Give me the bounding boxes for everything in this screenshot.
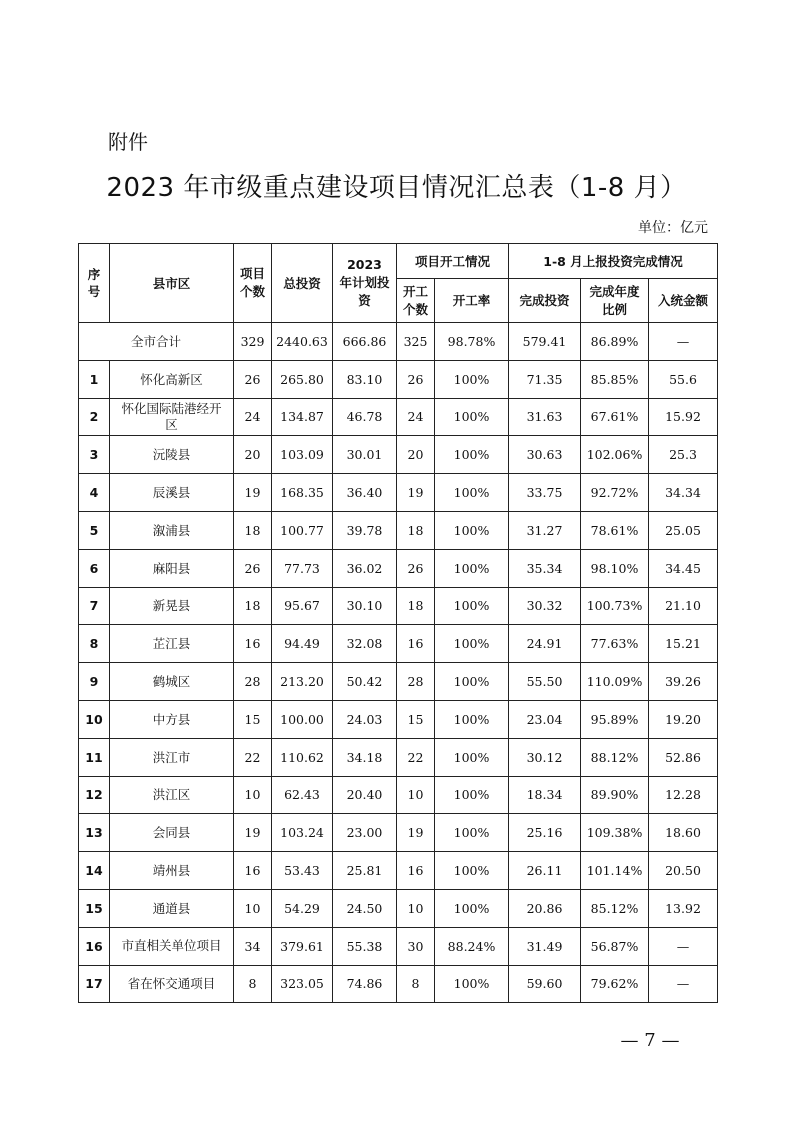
cell-stat-amount: 13.92 xyxy=(649,889,718,927)
cell-seq: 11 xyxy=(79,738,110,776)
cell-plan-2023: 36.40 xyxy=(333,474,397,512)
cell-completed-investment: 20.86 xyxy=(509,889,581,927)
cell-plan-2023: 25.81 xyxy=(333,852,397,890)
cell-completed-investment: 23.04 xyxy=(509,700,581,738)
cell-seq: 10 xyxy=(79,700,110,738)
cell-plan-2023: 34.18 xyxy=(333,738,397,776)
cell-stat-amount: 39.26 xyxy=(649,663,718,701)
cell-start-rate: 100% xyxy=(435,889,509,927)
cell-start-rate: 100% xyxy=(435,814,509,852)
cell-stat-amount: 18.60 xyxy=(649,814,718,852)
cell-started-count: 26 xyxy=(397,360,435,398)
cell-seq: 1 xyxy=(79,360,110,398)
cell-stat-amount: 25.3 xyxy=(649,436,718,474)
table-row xyxy=(79,814,718,852)
cell-total-investment: 134.87 xyxy=(272,398,333,436)
cell-annual-ratio: 95.89% xyxy=(581,700,649,738)
cell-region: 鹤城区 xyxy=(110,663,234,701)
cell-start-rate: 100% xyxy=(435,663,509,701)
cell-started-count: 24 xyxy=(397,398,435,436)
total-project-count: 329 xyxy=(234,323,272,361)
cell-project-count: 19 xyxy=(234,814,272,852)
cell-stat-amount: 15.21 xyxy=(649,625,718,663)
table-row xyxy=(79,663,718,701)
cell-annual-ratio: 89.90% xyxy=(581,776,649,814)
header-report-group: 1-8 月上报投资完成情况 xyxy=(509,244,718,279)
cell-project-count: 34 xyxy=(234,927,272,965)
cell-annual-ratio: 85.12% xyxy=(581,889,649,927)
cell-region: 市直相关单位项目 xyxy=(110,927,234,965)
cell-start-rate: 100% xyxy=(435,587,509,625)
cell-plan-2023: 55.38 xyxy=(333,927,397,965)
cell-region: 靖州县 xyxy=(110,852,234,890)
cell-project-count: 20 xyxy=(234,436,272,474)
cell-project-count: 28 xyxy=(234,663,272,701)
cell-plan-2023: 39.78 xyxy=(333,511,397,549)
table-row xyxy=(79,738,718,776)
cell-plan-2023: 24.03 xyxy=(333,700,397,738)
cell-completed-investment: 30.63 xyxy=(509,436,581,474)
cell-region: 新晃县 xyxy=(110,587,234,625)
cell-stat-amount: 25.05 xyxy=(649,511,718,549)
cell-plan-2023: 50.42 xyxy=(333,663,397,701)
summary-table xyxy=(78,243,718,1003)
cell-seq: 13 xyxy=(79,814,110,852)
cell-started-count: 16 xyxy=(397,625,435,663)
cell-start-rate: 100% xyxy=(435,776,509,814)
cell-annual-ratio: 79.62% xyxy=(581,965,649,1003)
cell-stat-amount: 34.45 xyxy=(649,549,718,587)
table-header xyxy=(79,244,718,323)
cell-stat-amount: 15.92 xyxy=(649,398,718,436)
cell-annual-ratio: 88.12% xyxy=(581,738,649,776)
cell-region: 怀化国际陆港经开区 xyxy=(110,398,234,436)
cell-project-count: 24 xyxy=(234,398,272,436)
total-plan-2023: 666.86 xyxy=(333,323,397,361)
cell-started-count: 26 xyxy=(397,549,435,587)
table-row xyxy=(79,852,718,890)
cell-total-investment: 168.35 xyxy=(272,474,333,512)
cell-seq: 16 xyxy=(79,927,110,965)
table-row xyxy=(79,965,718,1003)
cell-region: 怀化高新区 xyxy=(110,360,234,398)
cell-project-count: 26 xyxy=(234,549,272,587)
cell-started-count: 19 xyxy=(397,814,435,852)
cell-project-count: 15 xyxy=(234,700,272,738)
cell-start-rate: 100% xyxy=(435,436,509,474)
header-plan-2023: 2023 年计划投资 xyxy=(333,244,397,323)
cell-stat-amount: 12.28 xyxy=(649,776,718,814)
cell-region: 辰溪县 xyxy=(110,474,234,512)
table-row xyxy=(79,398,718,436)
cell-plan-2023: 74.86 xyxy=(333,965,397,1003)
header-annual-ratio: 完成年度比例 xyxy=(581,279,649,323)
cell-plan-2023: 24.50 xyxy=(333,889,397,927)
table-row xyxy=(79,360,718,398)
page-number: — 7 — xyxy=(620,1030,680,1051)
cell-annual-ratio: 100.73% xyxy=(581,587,649,625)
cell-start-rate: 100% xyxy=(435,700,509,738)
cell-project-count: 16 xyxy=(234,625,272,663)
cell-region: 中方县 xyxy=(110,700,234,738)
cell-stat-amount: — xyxy=(649,965,718,1003)
cell-completed-investment: 30.32 xyxy=(509,587,581,625)
cell-stat-amount: 20.50 xyxy=(649,852,718,890)
cell-total-investment: 265.80 xyxy=(272,360,333,398)
cell-seq: 15 xyxy=(79,889,110,927)
cell-annual-ratio: 101.14% xyxy=(581,852,649,890)
cell-region: 溆浦县 xyxy=(110,511,234,549)
table-row xyxy=(79,511,718,549)
cell-stat-amount: 21.10 xyxy=(649,587,718,625)
cell-started-count: 8 xyxy=(397,965,435,1003)
cell-plan-2023: 83.10 xyxy=(333,360,397,398)
cell-started-count: 30 xyxy=(397,927,435,965)
table-row xyxy=(79,474,718,512)
cell-seq: 2 xyxy=(79,398,110,436)
cell-stat-amount: 55.6 xyxy=(649,360,718,398)
cell-start-rate: 100% xyxy=(435,398,509,436)
cell-seq: 4 xyxy=(79,474,110,512)
total-completed-investment: 579.41 xyxy=(509,323,581,361)
cell-total-investment: 95.67 xyxy=(272,587,333,625)
header-total-investment: 总投资 xyxy=(272,244,333,323)
cell-seq: 5 xyxy=(79,511,110,549)
cell-annual-ratio: 98.10% xyxy=(581,549,649,587)
cell-total-investment: 54.29 xyxy=(272,889,333,927)
cell-plan-2023: 30.01 xyxy=(333,436,397,474)
cell-annual-ratio: 67.61% xyxy=(581,398,649,436)
cell-start-rate: 100% xyxy=(435,549,509,587)
table-row xyxy=(79,436,718,474)
cell-total-investment: 62.43 xyxy=(272,776,333,814)
cell-completed-investment: 30.12 xyxy=(509,738,581,776)
cell-total-investment: 213.20 xyxy=(272,663,333,701)
cell-project-count: 18 xyxy=(234,511,272,549)
cell-annual-ratio: 110.09% xyxy=(581,663,649,701)
cell-project-count: 8 xyxy=(234,965,272,1003)
cell-start-rate: 100% xyxy=(435,474,509,512)
cell-start-rate: 100% xyxy=(435,738,509,776)
cell-region: 麻阳县 xyxy=(110,549,234,587)
cell-region: 洪江市 xyxy=(110,738,234,776)
cell-start-rate: 100% xyxy=(435,511,509,549)
cell-started-count: 28 xyxy=(397,663,435,701)
cell-completed-investment: 59.60 xyxy=(509,965,581,1003)
cell-project-count: 16 xyxy=(234,852,272,890)
cell-region: 会同县 xyxy=(110,814,234,852)
cell-completed-investment: 26.11 xyxy=(509,852,581,890)
cell-annual-ratio: 78.61% xyxy=(581,511,649,549)
cell-seq: 6 xyxy=(79,549,110,587)
table-body xyxy=(79,323,718,1003)
cell-total-investment: 110.62 xyxy=(272,738,333,776)
cell-annual-ratio: 109.38% xyxy=(581,814,649,852)
cell-completed-investment: 18.34 xyxy=(509,776,581,814)
header-start-group: 项目开工情况 xyxy=(397,244,509,279)
cell-seq: 14 xyxy=(79,852,110,890)
cell-total-investment: 100.77 xyxy=(272,511,333,549)
cell-annual-ratio: 77.63% xyxy=(581,625,649,663)
cell-plan-2023: 46.78 xyxy=(333,398,397,436)
total-row xyxy=(79,323,718,361)
cell-region: 沅陵县 xyxy=(110,436,234,474)
cell-total-investment: 103.24 xyxy=(272,814,333,852)
cell-seq: 3 xyxy=(79,436,110,474)
cell-stat-amount: 19.20 xyxy=(649,700,718,738)
cell-region: 通道县 xyxy=(110,889,234,927)
cell-started-count: 10 xyxy=(397,776,435,814)
cell-completed-investment: 35.34 xyxy=(509,549,581,587)
table-row xyxy=(79,549,718,587)
cell-seq: 17 xyxy=(79,965,110,1003)
cell-annual-ratio: 56.87% xyxy=(581,927,649,965)
cell-project-count: 19 xyxy=(234,474,272,512)
cell-seq: 7 xyxy=(79,587,110,625)
cell-plan-2023: 32.08 xyxy=(333,625,397,663)
cell-completed-investment: 33.75 xyxy=(509,474,581,512)
cell-started-count: 22 xyxy=(397,738,435,776)
cell-seq: 12 xyxy=(79,776,110,814)
cell-seq: 8 xyxy=(79,625,110,663)
cell-start-rate: 100% xyxy=(435,852,509,890)
cell-start-rate: 100% xyxy=(435,360,509,398)
unit-label: 单位：亿元 xyxy=(638,220,708,236)
cell-started-count: 15 xyxy=(397,700,435,738)
cell-annual-ratio: 92.72% xyxy=(581,474,649,512)
total-investment: 2440.63 xyxy=(272,323,333,361)
table-row xyxy=(79,889,718,927)
cell-completed-investment: 71.35 xyxy=(509,360,581,398)
cell-total-investment: 53.43 xyxy=(272,852,333,890)
cell-project-count: 10 xyxy=(234,776,272,814)
cell-project-count: 26 xyxy=(234,360,272,398)
cell-total-investment: 323.05 xyxy=(272,965,333,1003)
cell-started-count: 18 xyxy=(397,511,435,549)
total-start-rate: 98.78% xyxy=(435,323,509,361)
cell-start-rate: 100% xyxy=(435,625,509,663)
cell-completed-investment: 55.50 xyxy=(509,663,581,701)
page-title: 2023 年市级重点建设项目情况汇总表（1-8 月） xyxy=(106,173,687,203)
cell-completed-investment: 31.63 xyxy=(509,398,581,436)
cell-completed-investment: 31.27 xyxy=(509,511,581,549)
cell-started-count: 16 xyxy=(397,852,435,890)
cell-total-investment: 94.49 xyxy=(272,625,333,663)
cell-total-investment: 379.61 xyxy=(272,927,333,965)
header-completed-investment: 完成投资 xyxy=(509,279,581,323)
cell-stat-amount: 52.86 xyxy=(649,738,718,776)
cell-completed-investment: 25.16 xyxy=(509,814,581,852)
cell-region: 洪江区 xyxy=(110,776,234,814)
cell-project-count: 18 xyxy=(234,587,272,625)
cell-started-count: 18 xyxy=(397,587,435,625)
header-seq: 序号 xyxy=(79,244,110,323)
total-started-count: 325 xyxy=(397,323,435,361)
cell-seq: 9 xyxy=(79,663,110,701)
header-start-rate: 开工率 xyxy=(435,279,509,323)
cell-started-count: 19 xyxy=(397,474,435,512)
header-stat-amount: 入统金额 xyxy=(649,279,718,323)
cell-completed-investment: 31.49 xyxy=(509,927,581,965)
table-row xyxy=(79,776,718,814)
cell-project-count: 22 xyxy=(234,738,272,776)
table-row xyxy=(79,927,718,965)
cell-plan-2023: 30.10 xyxy=(333,587,397,625)
cell-total-investment: 103.09 xyxy=(272,436,333,474)
header-region: 县市区 xyxy=(110,244,234,323)
cell-start-rate: 88.24% xyxy=(435,927,509,965)
table-row xyxy=(79,587,718,625)
cell-stat-amount: 34.34 xyxy=(649,474,718,512)
header-started-count: 开工个数 xyxy=(397,279,435,323)
cell-project-count: 10 xyxy=(234,889,272,927)
header-project-count: 项目个数 xyxy=(234,244,272,323)
cell-plan-2023: 36.02 xyxy=(333,549,397,587)
cell-started-count: 20 xyxy=(397,436,435,474)
cell-plan-2023: 20.40 xyxy=(333,776,397,814)
table-row xyxy=(79,625,718,663)
cell-region: 芷江县 xyxy=(110,625,234,663)
cell-total-investment: 77.73 xyxy=(272,549,333,587)
cell-annual-ratio: 85.85% xyxy=(581,360,649,398)
cell-stat-amount: — xyxy=(649,927,718,965)
total-label: 全市合计 xyxy=(79,323,234,361)
cell-start-rate: 100% xyxy=(435,965,509,1003)
cell-region: 省在怀交通项目 xyxy=(110,965,234,1003)
total-stat-amount: — xyxy=(649,323,718,361)
annex-label: 附件 xyxy=(108,130,148,154)
table-row xyxy=(79,700,718,738)
cell-completed-investment: 24.91 xyxy=(509,625,581,663)
total-annual-ratio: 86.89% xyxy=(581,323,649,361)
cell-annual-ratio: 102.06% xyxy=(581,436,649,474)
cell-total-investment: 100.00 xyxy=(272,700,333,738)
cell-plan-2023: 23.00 xyxy=(333,814,397,852)
cell-started-count: 10 xyxy=(397,889,435,927)
